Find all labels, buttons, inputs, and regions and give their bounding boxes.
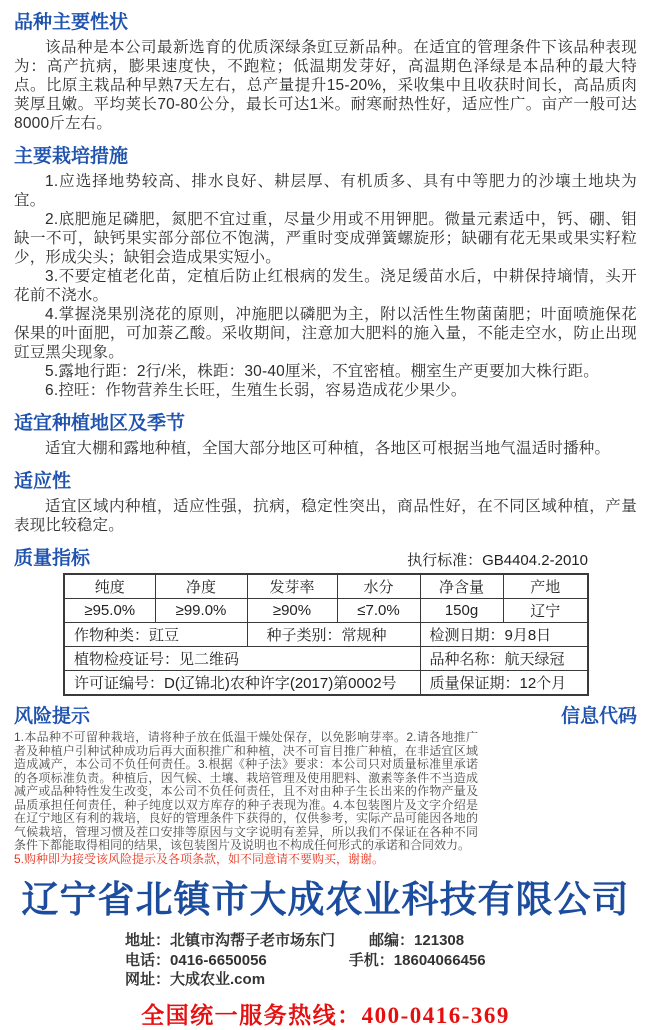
zip-label: 邮编：	[369, 932, 415, 949]
table-value-cell: 150g	[420, 599, 503, 623]
risk-red-note: 5.购种即为接受该风险提示及各项条款，如不同意请不要购买，谢谢。	[14, 851, 385, 866]
table-row	[64, 671, 588, 696]
variety-traits-paragraph: 该品种是本公司最新选育的优质深绿条豇豆新品种。在适宜的管理条件下该品种表现为：高产抗病，膨果速度快，不跑粒；低温期发芽好，高温期色泽绿是本品种的最大特点。比原主栽品种早熟7天左右，总产量提升15-20%，采收集中且收获时间长，高品质肉荚厚且嫩。平均荚长70-80公分，最长可达1米。耐寒耐热性好，适应性广。亩产一般可达8000斤左右。	[14, 39, 637, 132]
footer	[14, 880, 637, 1030]
variety-name-cell: 品种名称：航天绿冠	[420, 647, 588, 671]
service-hotline: 全国统一服务热线：400-0416-369	[141, 1002, 510, 1028]
section-suitable-regions	[14, 413, 637, 458]
section-heading: 质量指标	[14, 548, 91, 569]
crop-type-cell: 作物种类：豇豆	[64, 623, 247, 647]
address-line	[125, 931, 637, 951]
phone-label: 电话：	[125, 951, 171, 969]
risk-notes: 1.本品种不可留种栽培，请将种子放在低温干燥处保存，以免影响芽率。2.请各地推广者及种植户引种试种成功后再大面积推广和种植，决不可盲目推广种植，在非适宜区域造成减产，本公司不负任何责任。3.根据《种子法》要求：本公司只对质量标准里承诺的各项标准负责。种植后，因气候、土壤、栽培管理及使用肥料、激素等条件不当造成减产或品种特性发生改变，本公司不负任何责任，且不对由种子生长出来的作物产量及品质承担任何责任，种子纯度以双方库存的种子表现为准。4.本包装图片及文字介绍是在辽宁地区有利的栽培，良好的管理条件下获得的，仅供参考，实际产品可能因各地的气候栽培，管理习惯及茬口安排等原因与文字说明有差异，所以我们不保证在各种不同条件下都能取得相同的结果，该包装图片及说明也不构成任何形式的承诺和合同效力。	[14, 730, 478, 852]
warranty-period-cell: 质量保证期：12个月	[420, 671, 588, 696]
section-adaptability	[14, 471, 637, 535]
seed-category-cell: 种子类别：常规种	[247, 623, 420, 647]
table-header-cell: 纯度	[64, 574, 155, 599]
adaptability-paragraph: 适宜区域内种植，适应性强，抗病，稳定性突出，商品性好，在不同区域种植，产量表现比较稳定。	[14, 498, 637, 534]
cultivation-item: 2.底肥施足磷肥，氮肥不宜过重，尽量少用或不用钾肥。微量元素适中，钙、硼、钼缺一不可，缺钙果实部分部位不饱满，严重时变成弹簧螺旋形；缺硼有花无果或果实籽粒少，形成尖头；缺钼会造成果实短小。	[14, 211, 637, 266]
section-heading: 品种主要性状	[14, 12, 129, 33]
section-cultivation	[14, 146, 637, 400]
company-name: 辽宁省北镇市大成农业科技有限公司	[21, 880, 630, 921]
cultivation-item: 4.掌握浇果别浇花的原则，冲施肥以磷肥为主，附以活性生物菌菌肥；叶面喷施保花保果的叶面肥，可加萘乙酸。采收期间，注意加大肥料的施入量，不能走空水，防止出现豇豆黑尖现象。	[14, 306, 637, 361]
info-code-heading: 信息代码	[560, 706, 637, 727]
mobile-label: 手机：	[348, 951, 394, 969]
risk-heading-row	[14, 706, 637, 728]
phone-line	[125, 951, 637, 971]
table-value-cell: ≥90%	[247, 599, 337, 623]
website-label: 网址：	[125, 971, 171, 988]
address-label: 地址：	[125, 932, 171, 949]
quality-heading-row	[14, 548, 588, 570]
table-value-cell: ≤7.0%	[337, 599, 420, 623]
zip-value: 121308	[414, 932, 465, 949]
cultivation-item: 1.应选择地势较高、排水良好、耕层厚、有机质多、具有中等肥力的沙壤土地块为宜。	[14, 173, 637, 209]
cultivation-item: 3.不要定植老化苗，定植后防止红根病的发生。浇足缓苗水后，中耕保持墒情，头开花前不浇水。	[14, 268, 637, 304]
contact-block	[125, 931, 637, 990]
suitable-regions-paragraph: 适宜大棚和露地种植，全国大部分地区可种植，各地区可根据当地气温适时播种。	[45, 440, 611, 457]
phone-value: 0416-6650056	[170, 951, 267, 969]
address-value: 北镇市沟帮子老市场东门	[170, 932, 336, 949]
cultivation-item: 6.控旺：作物营养生长旺，生殖生长弱，容易造成花少果少。	[45, 382, 467, 399]
table-values-row	[64, 599, 588, 623]
table-value-cell: ≥95.0%	[64, 599, 155, 623]
website-line	[125, 970, 637, 990]
table-row	[64, 623, 588, 647]
section-heading: 适宜种植地区及季节	[14, 413, 186, 434]
table-header-cell: 净含量	[420, 574, 503, 599]
table-header-cell: 净度	[155, 574, 247, 599]
table-header-cell: 产地	[503, 574, 588, 599]
section-heading: 主要栽培措施	[14, 146, 129, 167]
section-heading: 风险提示	[14, 706, 91, 727]
section-variety-traits	[14, 12, 637, 133]
section-heading: 适应性	[14, 471, 72, 492]
table-header-cell: 发芽率	[247, 574, 337, 599]
table-header-cell: 水分	[337, 574, 420, 599]
quarantine-cert-cell: 植物检疫证号：见二维码	[64, 647, 420, 671]
section-quality	[14, 548, 637, 696]
test-date-cell: 检测日期：9月8日	[420, 623, 588, 647]
cultivation-item: 5.露地行距：2行/米，株距：30-40厘米，不宜密植。棚室生产更要加大株行距。	[45, 363, 599, 380]
quality-table	[63, 573, 589, 696]
mobile-value: 18604066456	[393, 951, 486, 969]
table-header-row	[64, 574, 588, 599]
license-number-cell: 许可证编号：D(辽锦北)农种许字(2017)第0002号	[64, 671, 420, 696]
table-row	[64, 647, 588, 671]
table-value-cell: ≥99.0%	[155, 599, 247, 623]
execution-standard: 执行标准：GB4404.2-2010	[407, 552, 588, 569]
website-value: 大成农业.com	[170, 971, 266, 988]
section-risk	[14, 706, 637, 866]
table-value-cell: 辽宁	[503, 599, 588, 623]
